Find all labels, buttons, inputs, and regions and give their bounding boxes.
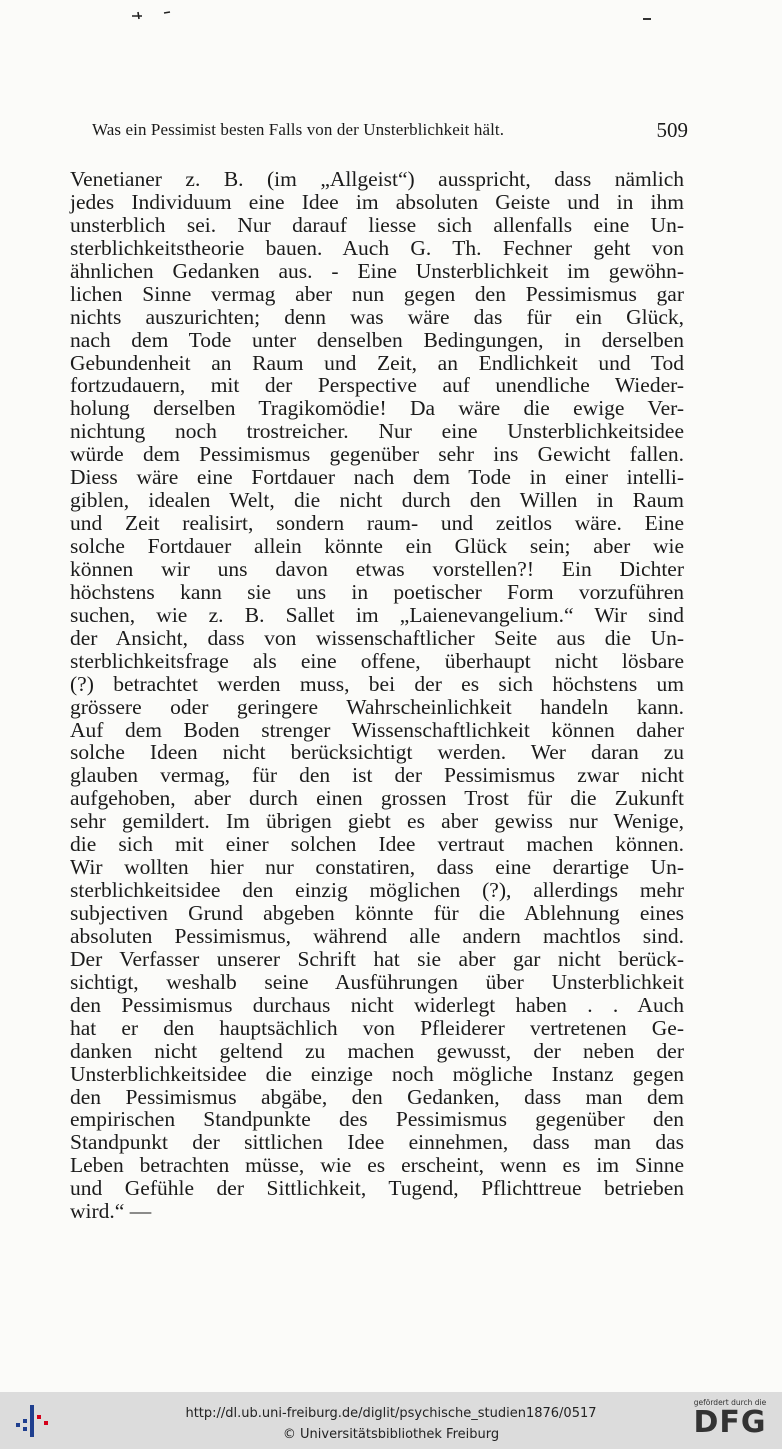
text-line: und Gefühle der Sittlichkeit, Tugend, Pflichttreue betrieben (70, 1176, 684, 1201)
source-url-link[interactable]: http://dl.ub.uni-freiburg.de/diglit/psychische_studien1876/0517 (185, 1406, 597, 1421)
text-line: ähnlichen Gedanken aus. - Eine Unsterblichkeit im gewöhn- (70, 258, 684, 283)
text-line: sichtigt, weshalb seine Ausführungen über Unsterblichkeit (70, 969, 684, 994)
text-line: giblen, idealen Welt, die nicht durch den Willen in Raum (70, 488, 684, 513)
text-line: nichts auszurichten; denn was wäre das für ein Glück, (70, 304, 684, 329)
text-line: Standpunkt der sittlichen Idee einnehmen, dass man das (70, 1130, 684, 1155)
text-line: solche Fortdauer allein könnte ein Glück sein; aber wie (70, 534, 684, 558)
text-line: nach dem Tode unter denselben Bedingungen, in derselben (70, 327, 684, 352)
text-line: Venetianer z. B. (im „Allgeist“) ausspricht, dass nämlich (70, 167, 684, 191)
text-line: die sich mit einer solchen Idee vertraut machen können. (70, 832, 684, 857)
dfg-logo-text: DFG (693, 1405, 767, 1440)
text-line: holung derselben Tragikomödie! Da wäre die ewige Ver- (70, 396, 684, 421)
text-line: jedes Individuum eine Idee im absoluten Geiste und in ihm (70, 189, 684, 214)
text-line: Gebundenheit an Raum und Zeit, an Endlichkeit und Tod (70, 350, 684, 375)
text-line: würde dem Pessimismus gegenüber sehr ins Gewicht fallen. (70, 442, 684, 467)
text-line: solche Ideen nicht berücksichtigt werden. Wer daran zu (70, 740, 684, 765)
text-line: aufgehoben, aber durch einen grossen Trost für die Zukunft (70, 786, 684, 811)
text-line: der Ansicht, dass von wissenschaftlicher Seite aus die Un- (70, 625, 684, 650)
text-line: nichtung noch trostreicher. Nur eine Unsterblichkeitsidee (70, 419, 684, 444)
text-line: sterblichkeitstheorie bauen. Auch G. Th. Fechner geht von (70, 235, 684, 260)
text-line: subjectiven Grund abgeben könnte für die Ablehnung eines (70, 901, 684, 925)
ink-mark-icon (130, 10, 172, 20)
body-text (70, 168, 684, 1223)
text-line: lichen Sinne vermag aber nun gegen den Pessimismus gar (70, 281, 684, 306)
text-line: den Pessimismus abgäbe, den Gedanken, dass man dem (70, 1084, 684, 1109)
text-line: Unsterblichkeitsidee die einzige noch mögliche Instanz gegen (70, 1061, 684, 1086)
page-number: 509 (656, 118, 688, 142)
ink-dash-mark (643, 18, 651, 20)
text-line: Diess wäre eine Fortdauer nach dem Tode in einer intelli- (70, 465, 684, 490)
text-line: können wir uns davon etwas vorstellen?! Ein Dichter (70, 556, 684, 581)
page-top-marks (0, 6, 782, 26)
text-line: absoluten Pessimismus, während alle andern machtlos sind. (70, 923, 684, 948)
copyright-notice: © Universitätsbibliothek Freiburg (282, 1427, 500, 1442)
text-line: fortzudauern, mit der Perspective auf unendliche Wieder- (70, 373, 684, 398)
text-line: grössere oder geringere Wahrscheinlichkeit handeln kann. (70, 694, 684, 719)
text-line: danken nicht geltend zu machen gewusst, der neben der (70, 1038, 684, 1063)
text-line: Leben betrachten müsse, wie es erscheint, wenn es im Sinne (70, 1153, 684, 1178)
text-line: Wir wollten hier nur constatiren, dass eine derartige Un- (70, 855, 684, 880)
text-line: (?) betrachtet werden muss, bei der es sich höchstens um (70, 671, 684, 696)
text-line: den Pessimismus durchaus nicht widerlegt haben . . Auch (70, 992, 684, 1017)
text-line: sehr gemildert. Im übrigen giebt es aber gewiss nur Wenige, (70, 809, 684, 834)
viewer-footer (0, 1392, 782, 1449)
text-line: glauben vermag, für den ist der Pessimismus zwar nicht (70, 763, 684, 788)
running-header (92, 118, 688, 144)
sponsor-caption: gefördert durch die (693, 1398, 767, 1407)
text-line: Auf dem Boden strenger Wissenschaftlichkeit können daher (70, 717, 684, 742)
text-line: wird.“ — (70, 1199, 152, 1224)
dfg-sponsor-logo (690, 1398, 770, 1444)
text-line: suchen, wie z. B. Sallet im „Laienevangelium.“ Wir sind (70, 602, 684, 627)
text-line: und Zeit realisirt, sondern raum- und zeitlos wäre. Eine (70, 511, 684, 536)
text-line: empirischen Standpunkte des Pessimismus gegenüber den (70, 1107, 684, 1132)
text-line: Der Verfasser unserer Schrift hat sie aber gar nicht berück- (70, 946, 684, 971)
text-line: höchstens kann sie uns in poetischer Form vorzuführen (70, 579, 684, 604)
text-line: sterblichkeitsidee den einzig möglichen (?), allerdings mehr (70, 878, 684, 903)
text-line: sterblichkeitsfrage als eine offene, überhaupt nicht lösbare (70, 648, 684, 673)
text-line: unsterblich sei. Nur darauf liesse sich allenfalls eine Un- (70, 212, 684, 237)
text-line: hat er den hauptsächlich von Pfleiderer vertretenen Ge- (70, 1015, 684, 1040)
running-title: Was ein Pessimist besten Falls von der Unsterblichkeit hält. (92, 120, 505, 139)
